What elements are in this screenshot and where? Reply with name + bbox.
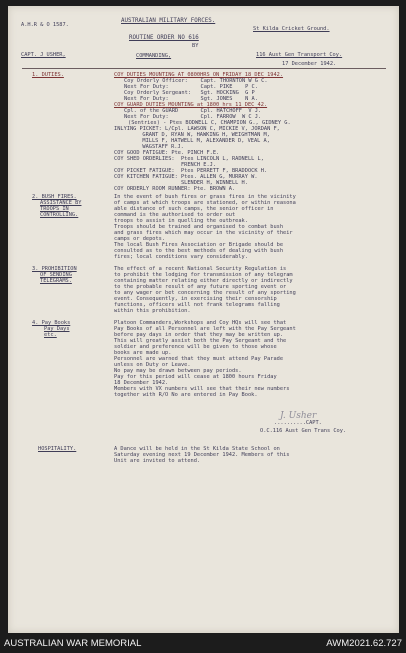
order-by: BY <box>192 43 199 49</box>
duties-line: COY KITCHEN FATIGUE: Ptes. ALLEN G, MURRAY W. <box>114 174 258 180</box>
prohibition-line: functions, officers will not frank telegrams falling <box>114 302 280 308</box>
duties-line: WAGSTAFF R.J. <box>136 144 184 150</box>
bushfires-line: of camps at which troops are stationed, or within reasona <box>114 200 296 206</box>
doc-reference: A.H.R & O 1587. <box>21 22 69 28</box>
bushfires-line: The local Bush Fires Association or Brigade should be <box>114 242 284 248</box>
paybooks-line: This will greatly assist both the Pay Sergeant and the <box>114 338 287 344</box>
bushfires-heading: 2. BUSH FIRES. <box>32 194 77 200</box>
archive-name: AUSTRALIAN WAR MEMORIAL <box>4 638 142 649</box>
paybooks-line: Pay for this period will cease at 1800 hours Friday <box>114 374 277 380</box>
paybooks-line: 18 December 1942. <box>114 380 169 386</box>
prohibition-line: within this prohibition. <box>114 308 191 314</box>
paybooks-line: soldier and preference will be given to those whose <box>114 344 277 350</box>
bushfires-line: Troops should be trained and organised to combat bush <box>114 224 284 230</box>
duties-line: COY PICKET FATIGUE: Ptes PERRETT F, BRADDOCK H. <box>114 168 268 174</box>
duties-line: Next For Duty: Cpl. FARROW W C J. <box>124 114 262 120</box>
document-sheet <box>8 6 399 633</box>
paybooks-line: before pay days in order that they may be written up. <box>114 332 284 338</box>
officer-signature: J. Usher <box>280 411 317 421</box>
prohibition-heading: OF SENDING <box>40 272 72 278</box>
duties-line: Next For Duty: Capt. PIKE P C. <box>124 84 258 90</box>
paybooks-line: Pay Books of all Personnel are left with the Pay Sergeant <box>114 326 296 332</box>
duties-line: COY GUARD DUTIES MOUNTING at 1800 hrs 11 DEC 42. <box>114 102 268 108</box>
bushfires-heading: TROOPS IN <box>40 206 69 212</box>
duties-line: COY GOOD FATIGUE: Pte. PINCH F.E. <box>114 150 220 156</box>
hospitality-heading: HOSPITALITY. <box>38 446 77 452</box>
paybooks-line: Platoon Commanders,Workshops and Coy HQs will see that <box>114 320 287 326</box>
order-number: ROUTINE ORDER NO 616 <box>129 35 199 41</box>
duties-line: (Sentries) - Ptes BODWELL C, CHAMPION G., GIDNEY G. <box>128 120 291 126</box>
bushfires-line: command is the authorised to order out <box>114 212 236 218</box>
paybooks-line: together with R/O No are entered in Pay Book. <box>114 392 258 398</box>
signoff-rank: ..........CAPT. <box>274 420 322 426</box>
paybooks-line: books are made up. <box>114 350 172 356</box>
prohibition-heading: 3. PROHIBITION <box>32 266 77 272</box>
doc-title: AUSTRALIAN MILITARY FORCES. <box>121 18 216 24</box>
paybooks-line: Personnel are warned that they must attend Pay Parade <box>114 356 284 362</box>
duties-line: COY ORDERLY ROOM RUNNER: Pte. BROWN A. <box>114 186 236 192</box>
prohibition-line: event. Consequently, in exercising their censorship <box>114 296 277 302</box>
prohibition-line: to prohibit the lodging for transmission of any telegram <box>114 272 293 278</box>
bushfires-line: consulted as to the best methods of dealing with bush <box>114 248 284 254</box>
duties-line: Coy Orderly Sergeant: Sgt. HOCKING G P <box>124 90 255 96</box>
duties-line: INLYING PICKET: L/Cpl. LAWSON C, MICKIE V, JORDAN F, <box>114 126 280 132</box>
unit-name: 116 Aust Gen Transport Coy. <box>256 52 343 58</box>
signoff-unit: O.C.116 Aust Gen Trans Coy. <box>260 428 347 434</box>
paybooks-line: No pay may be drawn between pay periods. <box>114 368 242 374</box>
paybooks-heading: etc. <box>44 332 57 338</box>
doc-location: St Kilda Cricket Ground. <box>253 26 330 32</box>
bushfires-line: fires; local conditions vary considerably. <box>114 254 248 260</box>
prohibition-line: to the probable result of any future sporting event or <box>114 284 287 290</box>
commanding-label: COMMANDING, <box>136 53 172 59</box>
commanding-officer: CAPT. J USHER, <box>21 52 66 58</box>
duties-line: COY SHED ORDERLIES: Ptes LINCOLN L, RADNELL L, <box>114 156 264 162</box>
archive-footer <box>0 633 406 653</box>
duties-line: SLENDER H, WINNELL H. <box>114 180 248 186</box>
bushfires-heading: CONTROLLING. <box>40 212 79 218</box>
hospitality-line: Unit are invited to attend. <box>114 458 201 464</box>
paybooks-heading: Pay Days <box>44 326 70 332</box>
duties-line: Cpl. of the GUARD Cpl. HATCHOFF V J. <box>124 108 262 114</box>
bushfires-line: camps or depots. <box>114 236 166 242</box>
prohibition-heading: TELEGRAMS. <box>40 278 72 284</box>
header-divider <box>22 68 386 69</box>
prohibition-line: to any wager or bet concerning the result of any sporting <box>114 290 296 296</box>
duties-heading: 1. DUTIES. <box>32 72 64 78</box>
duties-line: COY DUTIES MOUNTING AT 0800HRS ON FRIDAY 18 DEC 1942. <box>114 72 284 78</box>
prohibition-line: The effect of a recent National Security Regulation is <box>114 266 287 272</box>
duties-line: MILLS F, HATWELL M, ALEXANDER D, VEAL A, <box>136 138 270 144</box>
paybooks-line: unless on Duty or Leave. <box>114 362 191 368</box>
hospitality-line: A Dance will be held in the St Kilda State School on <box>114 446 280 452</box>
paybooks-line: Members with VX numbers will see that their new numbers <box>114 386 290 392</box>
archive-id: AWM2021.62.727 <box>326 638 402 649</box>
duties-line: GRANT D, RYAN W, HAWKING H, WEIGHTMAN M, <box>136 132 270 138</box>
hospitality-line: Saturday evening next 19 December 1942. Members of this <box>114 452 290 458</box>
order-date: 17 December 1942. <box>282 61 337 67</box>
bushfires-line: troops to assist in quelling the outbreak. <box>114 218 248 224</box>
duties-line: FRENCH E.J. <box>114 162 217 168</box>
duties-line: Coy Orderly Officer: Capt. THORNTON W G C. <box>124 78 268 84</box>
paybooks-heading: 4. Pay Books <box>32 320 71 326</box>
prohibition-line: containing matter relating either directly or indirectly <box>114 278 293 284</box>
bushfires-line: In the event of bush fires or grass fires in the vicinity <box>114 194 296 200</box>
bushfires-heading: ASSISTANCE BY <box>40 200 82 206</box>
duties-line: Next For Duty: Sgt. JONES N A. <box>124 96 258 102</box>
bushfires-line: and grass fires which may occur in the vicinity of their <box>114 230 293 236</box>
bushfires-line: able distance of such camps, the senior officer in <box>114 206 274 212</box>
